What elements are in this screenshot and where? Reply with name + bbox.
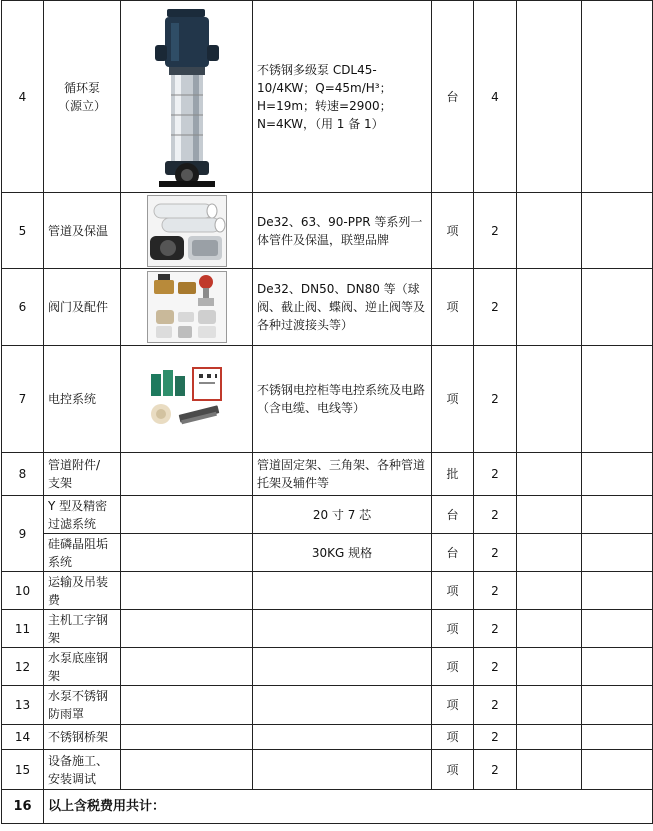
empty-cell <box>582 496 653 534</box>
empty-cell <box>582 453 653 496</box>
empty-cell <box>517 610 582 648</box>
empty-cell <box>121 534 253 572</box>
table-row <box>2 453 653 496</box>
row-number: 11 <box>2 610 44 648</box>
item-spec: 30KG 规格 <box>253 534 432 572</box>
table-row <box>2 269 653 346</box>
row-number: 7 <box>2 346 44 453</box>
table-row <box>2 648 653 686</box>
item-qty: 2 <box>474 610 517 648</box>
empty-cell <box>582 686 653 725</box>
row-number: 15 <box>2 750 44 790</box>
item-unit: 项 <box>432 610 474 648</box>
empty-cell <box>582 346 653 453</box>
empty-cell <box>121 572 253 610</box>
row-number: 14 <box>2 725 44 750</box>
empty-cell <box>517 193 582 269</box>
item-unit: 批 <box>432 453 474 496</box>
item-name: 运输及吊装 费 <box>44 572 121 610</box>
item-name: 管道附件/ 支架 <box>44 453 121 496</box>
item-unit: 项 <box>432 750 474 790</box>
item-qty: 2 <box>474 346 517 453</box>
row-number: 8 <box>2 453 44 496</box>
row-number: 6 <box>2 269 44 346</box>
item-spec: 不锈钢多级泵 CDL45-10/4KW；Q=45m/H³；H=19m；转速=2900；N=4KW，（用 1 备 1） <box>253 1 432 193</box>
item-qty: 2 <box>474 534 517 572</box>
item-spec <box>253 648 432 686</box>
item-unit: 项 <box>432 572 474 610</box>
empty-cell <box>582 572 653 610</box>
table-row <box>2 534 653 572</box>
item-spec <box>253 725 432 750</box>
empty-cell <box>121 496 253 534</box>
empty-cell <box>517 686 582 725</box>
empty-cell <box>582 269 653 346</box>
row-number: 10 <box>2 572 44 610</box>
item-spec: De32、DN50、DN80 等（球阀、截止阀、蝶阀、逆止阀等及各种过渡接头等） <box>253 269 432 346</box>
row-number: 4 <box>2 1 44 193</box>
row-number: 12 <box>2 648 44 686</box>
item-spec: 不锈钢电控柜等电控系统及电路 （含电缆、电线等） <box>253 346 432 453</box>
empty-cell <box>121 750 253 790</box>
table-row <box>2 572 653 610</box>
item-qty: 2 <box>474 648 517 686</box>
empty-cell <box>517 725 582 750</box>
item-name: 水泵不锈钢 防雨罩 <box>44 686 121 725</box>
empty-cell <box>517 534 582 572</box>
item-qty: 2 <box>474 193 517 269</box>
total-row <box>2 790 653 824</box>
item-name: 设备施工、 安装调试 <box>44 750 121 790</box>
item-unit: 项 <box>432 193 474 269</box>
item-spec <box>253 610 432 648</box>
empty-cell <box>582 1 653 193</box>
item-name: 循环泵 （源立） <box>44 1 121 193</box>
empty-cell <box>121 725 253 750</box>
table-row <box>2 750 653 790</box>
item-name: 不锈钢桥架 <box>44 725 121 750</box>
empty-cell <box>517 496 582 534</box>
row-number: 9 <box>2 496 44 572</box>
item-unit: 台 <box>432 1 474 193</box>
table-row <box>2 193 653 269</box>
item-name: Y 型及精密 过滤系统 <box>44 496 121 534</box>
item-name: 阀门及配件 <box>44 269 121 346</box>
empty-cell <box>517 750 582 790</box>
item-spec <box>253 572 432 610</box>
total-label: 以上含税费用共计： <box>44 790 653 824</box>
empty-cell <box>517 453 582 496</box>
row-number: 16 <box>2 790 44 824</box>
item-qty: 2 <box>474 750 517 790</box>
table-row <box>2 610 653 648</box>
empty-cell <box>121 453 253 496</box>
empty-cell <box>121 610 253 648</box>
item-spec: 20 寸 7 芯 <box>253 496 432 534</box>
electrical-image <box>121 346 253 453</box>
item-unit: 台 <box>432 496 474 534</box>
table-row <box>2 346 653 453</box>
item-qty: 2 <box>474 725 517 750</box>
table-row <box>2 496 653 534</box>
item-qty: 4 <box>474 1 517 193</box>
item-name: 硅磷晶阻垢 系统 <box>44 534 121 572</box>
quotation-table <box>1 0 653 824</box>
item-name: 水泵底座钢 架 <box>44 648 121 686</box>
empty-cell <box>582 610 653 648</box>
item-unit: 台 <box>432 534 474 572</box>
row-number: 5 <box>2 193 44 269</box>
item-unit: 项 <box>432 346 474 453</box>
empty-cell <box>582 193 653 269</box>
item-unit: 项 <box>432 648 474 686</box>
item-unit: 项 <box>432 269 474 346</box>
empty-cell <box>517 572 582 610</box>
item-spec: 管道固定架、三角架、各种管道托架及辅件等 <box>253 453 432 496</box>
table-row <box>2 686 653 725</box>
table-row <box>2 725 653 750</box>
item-unit: 项 <box>432 686 474 725</box>
item-name: 主机工字钢 架 <box>44 610 121 648</box>
item-name: 电控系统 <box>44 346 121 453</box>
item-spec <box>253 750 432 790</box>
empty-cell <box>121 686 253 725</box>
empty-cell <box>517 269 582 346</box>
item-name: 管道及保温 <box>44 193 121 269</box>
pipes-image <box>121 193 253 269</box>
item-spec <box>253 686 432 725</box>
empty-cell <box>121 648 253 686</box>
table-row <box>2 1 653 193</box>
empty-cell <box>517 648 582 686</box>
item-qty: 2 <box>474 496 517 534</box>
row-number: 13 <box>2 686 44 725</box>
empty-cell <box>517 346 582 453</box>
item-unit: 项 <box>432 725 474 750</box>
item-qty: 2 <box>474 572 517 610</box>
pump-image <box>121 1 253 193</box>
valves-image <box>121 269 253 346</box>
item-spec: De32、63、90-PPR 等系列一体管件及保温，联塑品牌 <box>253 193 432 269</box>
empty-cell <box>582 750 653 790</box>
empty-cell <box>582 534 653 572</box>
item-qty: 2 <box>474 269 517 346</box>
item-qty: 2 <box>474 453 517 496</box>
empty-cell <box>582 725 653 750</box>
empty-cell <box>517 1 582 193</box>
item-qty: 2 <box>474 686 517 725</box>
empty-cell <box>582 648 653 686</box>
